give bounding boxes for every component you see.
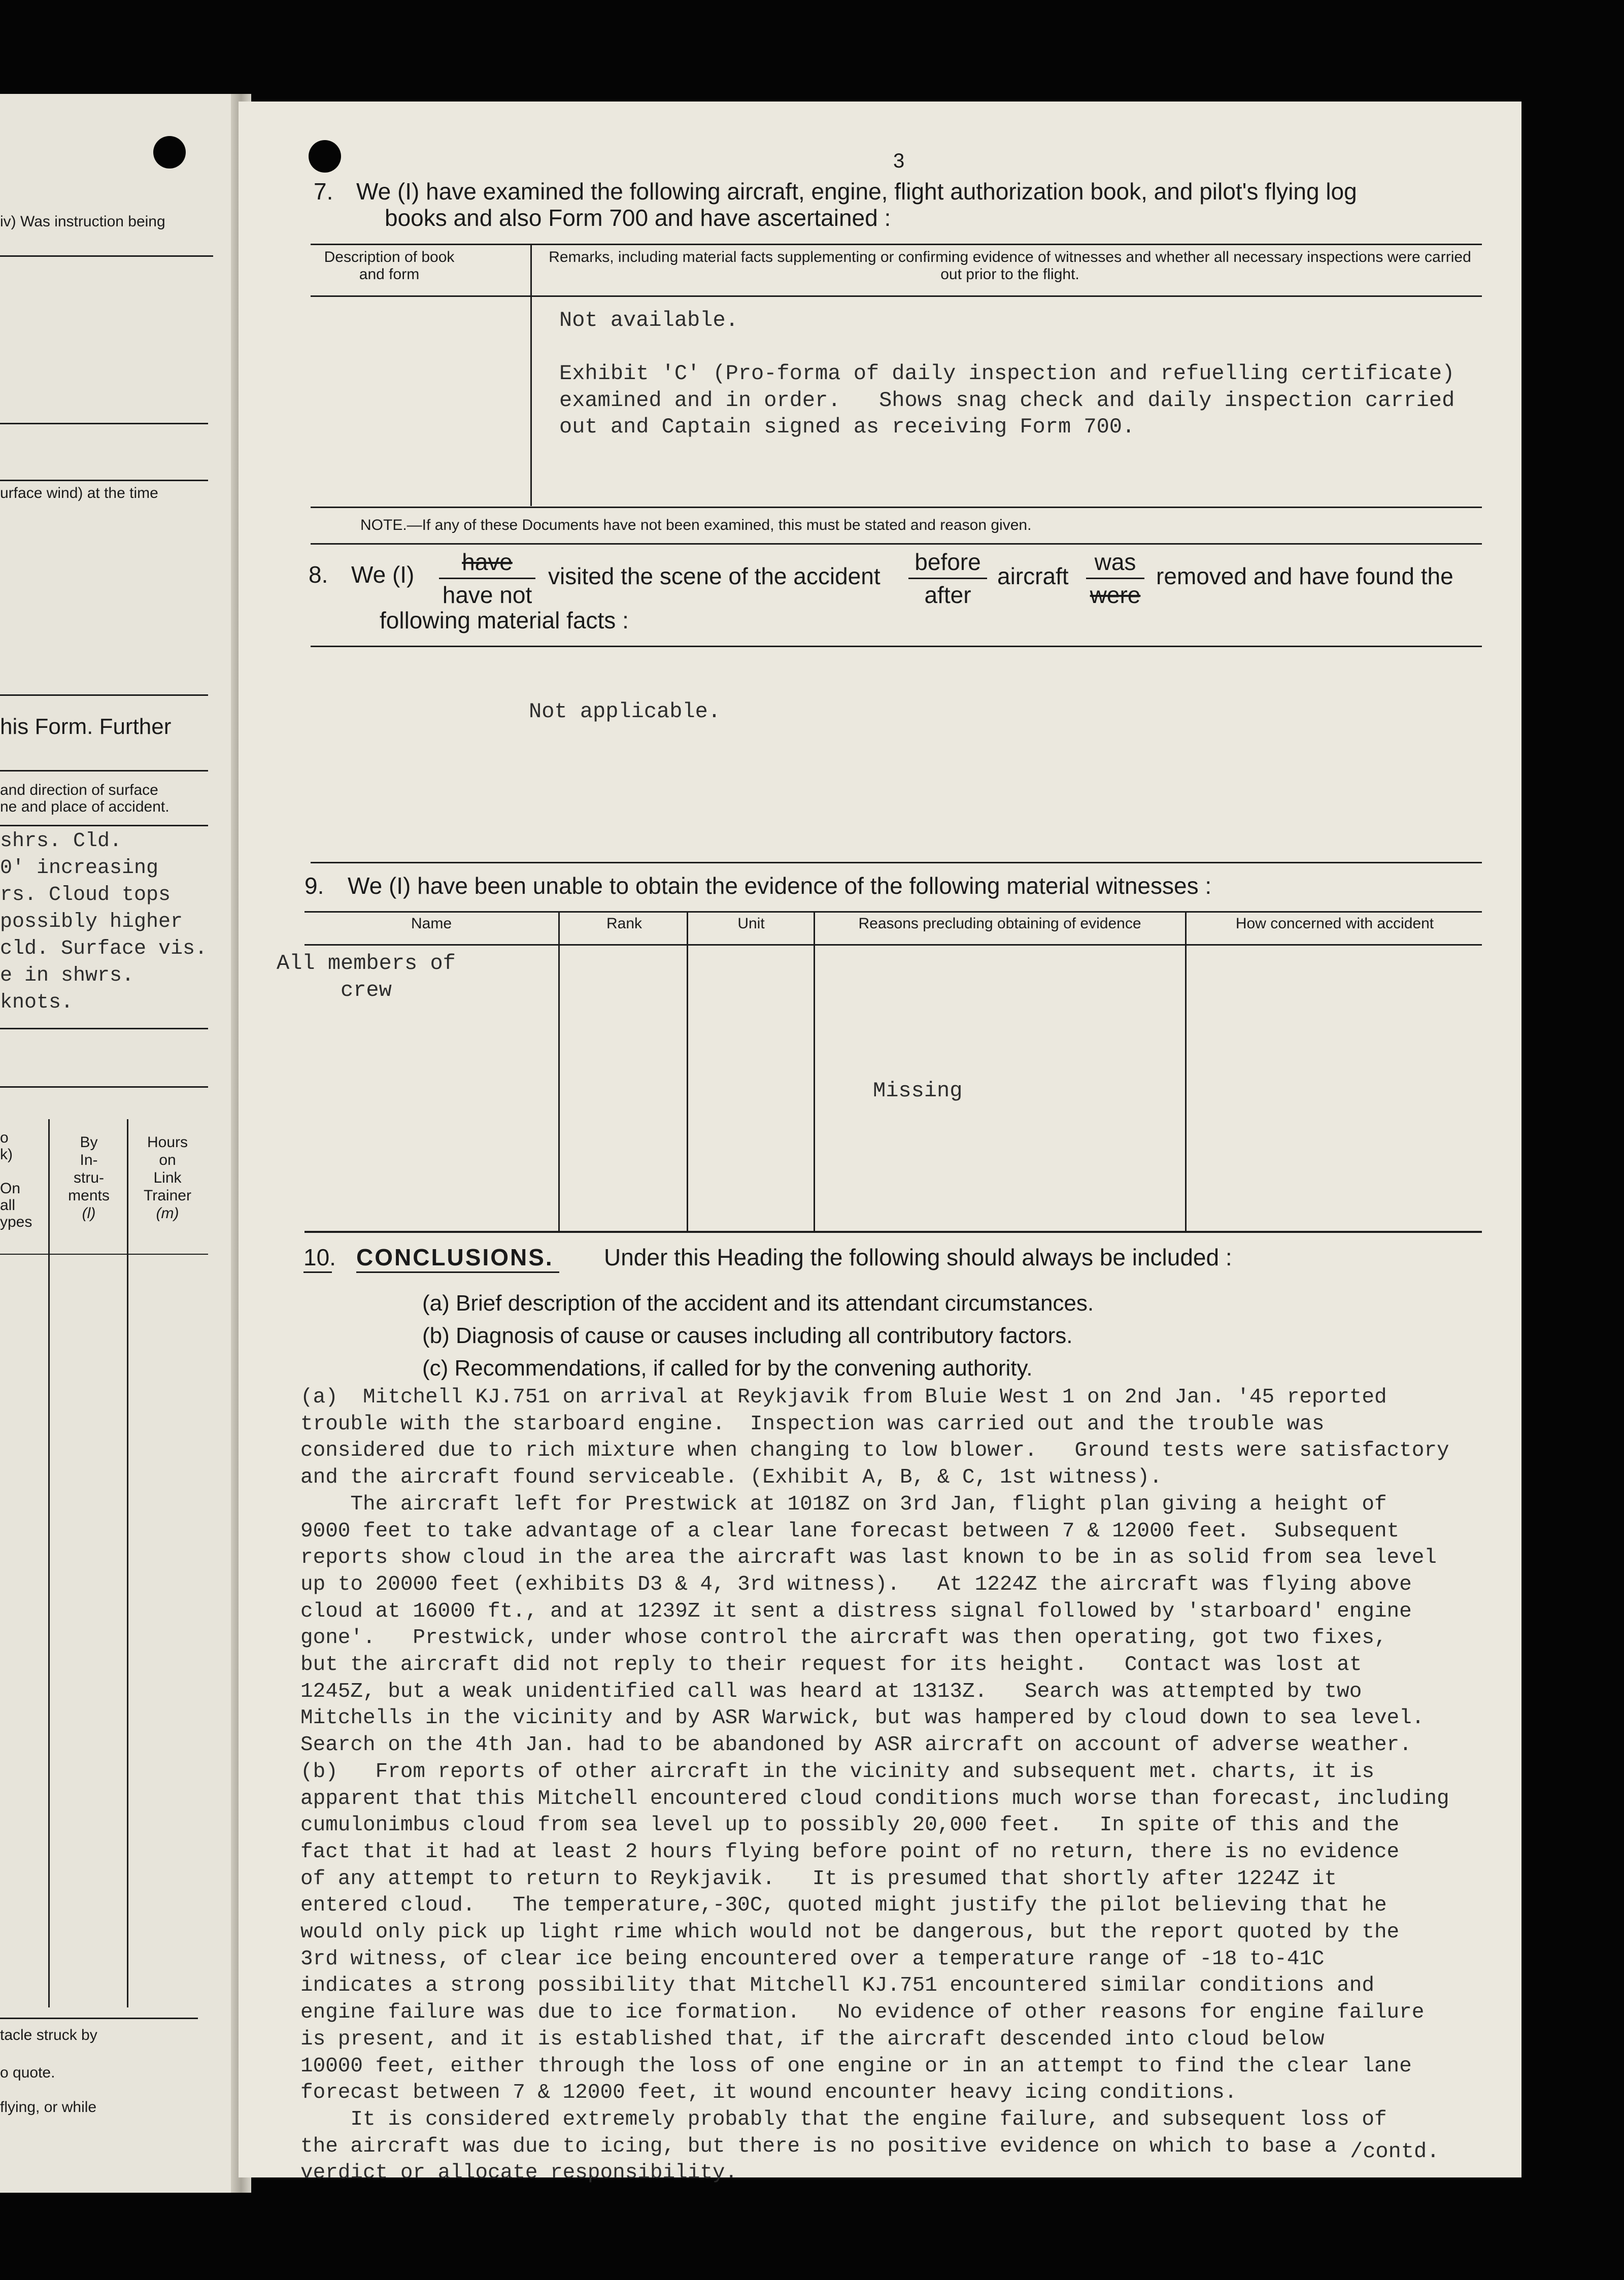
conclusions-item-b: (b) Diagnosis of cause or causes including all contributory factors.: [422, 1323, 1073, 1348]
left-fragment: On: [0, 1180, 21, 1197]
punch-hole: [153, 136, 186, 169]
section-8-content: Not applicable.: [529, 699, 721, 724]
section-8-aircraft: aircraft: [997, 563, 1069, 589]
left-fragment: cld. Surface vis.: [0, 937, 208, 960]
section-8-removed: removed and have found the: [1156, 563, 1453, 589]
left-fragment: iv) Was instruction being: [0, 213, 165, 230]
section-10-number: 10.: [303, 1244, 336, 1270]
section-9-number: 9.: [304, 873, 324, 899]
have-choice: have have not: [439, 548, 535, 609]
left-fragment: o quote.: [0, 2064, 55, 2081]
col-reasons-header: Reasons precluding obtaining of evidence: [858, 915, 1141, 932]
left-fragment: flying, or while: [0, 2099, 97, 2116]
conclusions-body: (a) Mitchell KJ.751 on arrival at Reykjavik from Bluie West 1 on 2nd Jan. '45 reported trouble with the starboard engine. Inspection was carried out and the trouble was considered due to rich mixture when changing to low blower. Ground tests were satisfactory and the aircraft found serviceable. (Exhibit A, B, & C, 1st witness). The aircraft left for Prestwick at 1018Z on 3rd Jan, flight plan giving a height of 9000 feet to take advantage of a clear lane forecast between 7 & 12000 feet. Subsequent reports show cloud in the area the aircraft was last known to be in as solid from sea level up to 20000 feet (exhibits D3 & 4, 3rd witness). At 1224Z the aircraft was flying above cloud at 16000 ft., and at 1239Z it sent a distress signal followed by 'starboard' engine gone'. Prestwick, under whose control the aircraft was then operating, got two fixes, but the aircraft did not reply to their request for its height. Contact was lost at 1245Z, but a weak unidentified call was heard at 1313Z. Search was attempted by two Mitchells in the vicinity and by ASR Warwick, but was hampered by cloud down to sea level. Search on the 4th Jan. had to be abandoned by ASR aircraft on account of adverse weather. (b) From reports of other aircraft in the vicinity and subsequent met. charts, it is apparent that this Mitchell encountered cloud conditions much worse than forecast, including cumulonimbus cloud from sea level up to possibly 20,000 feet. In spite of this and the fact that it had at least 2 hours flying before point of no return, there is no evidence of any attempt to return to Reykjavik. It is presumed that shortly after 1224Z it entered cloud. The temperature,-30C, quoted might justify the pilot believing that he would only pick up light rime which would not be dangerous, but the report quoted by the 3rd witness, of clear ice being encountered over a temperature range of -18 to-41C indicates a strong possibility that Mitchell KJ.751 encountered similar conditions and engine failure was due to ice formation. No evidence of other reasons for engine failure is present, and it is established that, if the aircraft descended into cloud below 10000 feet, either through the loss of one engine or in an attempt to find the clear lane forecast between 7 & 12000 feet, it wound encounter heavy icing conditions. It is considered extremely probably that the engine failure, and subsequent loss of the aircraft was due to icing, but there is no positive evidence on which to base a verdict or allocate responsibility.: [300, 1386, 1449, 2185]
page-number: 3: [893, 150, 905, 172]
left-fragment: e in shwrs.: [0, 964, 134, 987]
section-7-remarks: Not available. Exhibit 'C' (Pro-forma of daily inspection and refuelling certificate) examined and in order. Shows snag check and daily inspection carried out and Captain signed as receiving Form 700.: [559, 308, 1455, 439]
left-fragment: his Form. Further: [0, 714, 172, 739]
left-fragment: and direction of surface: [0, 782, 158, 798]
col-link-trainer: Hours on Link Trainer (m): [144, 1134, 191, 1222]
punch-hole: [309, 140, 341, 173]
left-fragment: tacle struck by: [0, 2027, 97, 2043]
witness-name: All members of crew: [277, 951, 456, 1002]
contd-label: /contd.: [1350, 2139, 1440, 2164]
left-fragment: possibly higher: [0, 911, 183, 933]
left-fragment: urface wind) at the time: [0, 485, 158, 501]
left-fragment: 0' increasing: [0, 857, 159, 880]
left-fragment: ne and place of accident.: [0, 798, 170, 815]
section-8-we: We (I): [351, 561, 415, 588]
col-rank-header: Rank: [606, 915, 642, 932]
section-7-number: 7.: [314, 178, 333, 205]
left-fragment: all: [0, 1197, 16, 1214]
col-remarks-header: Remarks, including material facts supplementing or confirming evidence of witnesses and whether all necessary inspections were carried out prior to the flight.: [549, 249, 1471, 283]
was-were-choice: was were: [1086, 548, 1144, 609]
section-7-note: NOTE.—If any of these Documents have not been examined, this must be stated and reason given.: [360, 517, 1032, 533]
col-description-header: Description of book and form: [324, 249, 455, 283]
witness-reason: Missing: [873, 1079, 963, 1103]
left-fragment: o: [0, 1129, 9, 1146]
left-fragment: ypes: [0, 1214, 32, 1230]
section-8-number: 8.: [309, 561, 328, 588]
conclusions-item-c: (c) Recommendations, if called for by the convening authority.: [422, 1356, 1033, 1381]
left-fragment: k): [0, 1146, 13, 1163]
section-9-heading: We (I) have been unable to obtain the evidence of the following material witnesses :: [348, 873, 1212, 899]
left-fragment: knots.: [0, 991, 74, 1014]
col-how-concerned-header: How concerned with accident: [1235, 915, 1434, 932]
left-page: [0, 94, 238, 2193]
conclusions-intro: Under this Heading the following should always be included :: [604, 1244, 1232, 1270]
col-unit-header: Unit: [737, 915, 765, 932]
before-after-choice: before after: [908, 548, 987, 609]
col-name-header: Name: [411, 915, 452, 932]
section-7-heading-line2: books and also Form 700 and have ascertained :: [385, 205, 891, 231]
section-8-line2: following material facts :: [380, 607, 629, 633]
right-page: [239, 102, 1521, 2185]
left-fragment: shrs. Cld.: [0, 830, 122, 853]
section-7-heading: We (I) have examined the following aircraft, engine, flight authorization book, and pilot's flying log: [356, 178, 1357, 205]
conclusions-item-a: (a) Brief description of the accident and its attendant circumstances.: [422, 1291, 1094, 1316]
left-fragment: rs. Cloud tops: [0, 884, 171, 907]
section-8-visited: visited the scene of the accident: [548, 563, 881, 589]
col-by-instruments: By In- stru- ments (l): [68, 1134, 110, 1222]
conclusions-title: CONCLUSIONS.: [356, 1244, 554, 1270]
